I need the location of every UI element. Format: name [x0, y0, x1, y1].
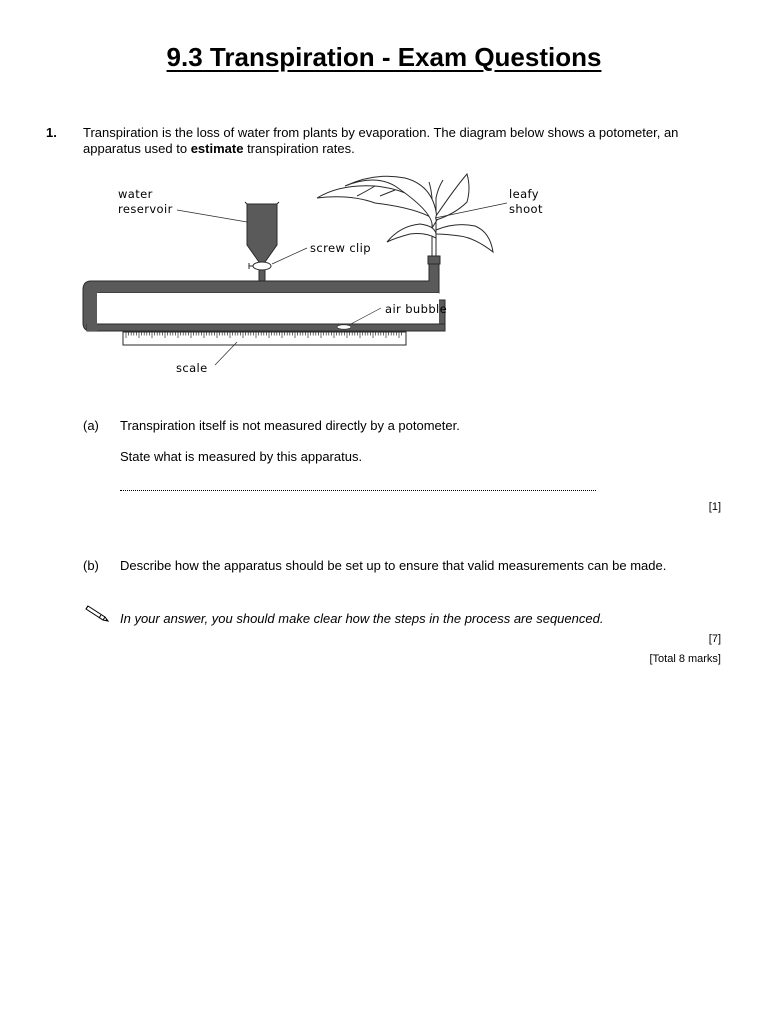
answer-line[interactable] [120, 478, 596, 491]
label-water: water [118, 187, 153, 201]
part-b-label: (b) [83, 558, 99, 573]
part-b-marks: [7] [708, 633, 721, 645]
part-a-statement: Transpiration itself is not measured directly by a potometer. [120, 418, 460, 433]
intro-text-end: transpiration rates. [243, 141, 355, 156]
scale-ruler [123, 332, 406, 345]
label-screw-clip: screw clip [310, 241, 371, 255]
part-a-question: State what is measured by this apparatus. [120, 449, 363, 464]
label-air-bubble: air bubble [385, 302, 448, 316]
question-intro [83, 125, 713, 157]
screw-clip [253, 262, 271, 270]
label-shoot: shoot [509, 202, 543, 216]
air-bubble [337, 325, 351, 329]
intro-bold-word: estimate [190, 141, 244, 156]
question-number: 1. [46, 125, 57, 140]
part-a-label: (a) [83, 418, 99, 433]
label-reservoir: reservoir [118, 202, 173, 216]
pencil-icon [86, 603, 112, 623]
part-b-question: Describe how the apparatus should be set up to ensure that valid measurements can be made. [120, 558, 667, 573]
part-a-marks: [1] [708, 501, 721, 513]
intro-text-start: Transpiration is the loss of water from plants by evaporation. The diagram below shows a potometer, an apparatus used to [83, 125, 679, 156]
label-scale: scale [176, 361, 208, 375]
total-marks: [Total 8 marks] [649, 653, 721, 665]
page-title: 9.3 Transpiration - Exam Questions [166, 42, 602, 72]
potometer-diagram [75, 168, 543, 383]
label-leafy: leafy [509, 187, 539, 201]
part-b-instruction: In your answer, you should make clear how the steps in the process are sequenced. [120, 611, 604, 626]
